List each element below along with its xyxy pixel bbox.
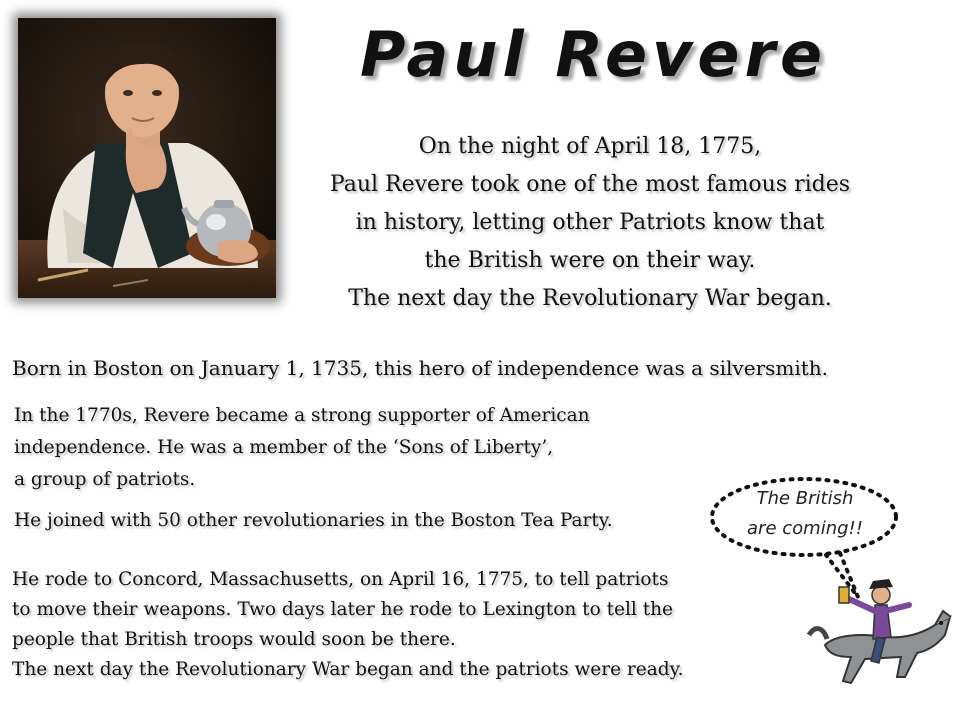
paragraph-line: people that British troops would soon be there.: [12, 629, 456, 650]
paul-revere-portrait: [18, 18, 276, 298]
paragraph-line: In the 1770s, Revere became a strong supporter of American: [14, 405, 590, 426]
sons-of-liberty-paragraph: [14, 400, 590, 496]
paragraph-line: a group of patriots.: [14, 469, 196, 490]
intro-line: On the night of April 18, 1775,: [418, 134, 762, 159]
tea-party-paragraph: He joined with 50 other revolutionaries in the Boston Tea Party.: [14, 510, 613, 531]
paragraph-line: The next day the Revolutionary War began and the patriots were ready.: [12, 659, 684, 680]
paragraph-line: He rode to Concord, Massachusetts, on April 16, 1775, to tell patriots: [12, 569, 669, 590]
horse-rider-illustration: [805, 565, 955, 715]
intro-line: in history, letting other Patriots know that: [355, 210, 825, 235]
speech-bubble-text: [735, 484, 875, 544]
intro-line: Paul Revere took one of the most famous rides: [329, 172, 851, 197]
intro-paragraph: [285, 128, 895, 318]
birth-paragraph: Born in Boston on January 1, 1735, this hero of independence was a silversmith.: [12, 356, 829, 380]
bubble-line: The British: [756, 488, 854, 509]
paragraph-line: independence. He was a member of the ‘Sons of Liberty’,: [14, 437, 554, 458]
ride-paragraph: [12, 565, 683, 685]
bubble-line: are coming!!: [747, 518, 863, 539]
page-title: Paul Revere: [360, 18, 828, 91]
intro-line: the British were on their way.: [424, 248, 756, 273]
paragraph-line: to move their weapons. Two days later he rode to Lexington to tell the: [12, 599, 674, 620]
intro-line: The next day the Revolutionary War began.: [348, 286, 832, 311]
